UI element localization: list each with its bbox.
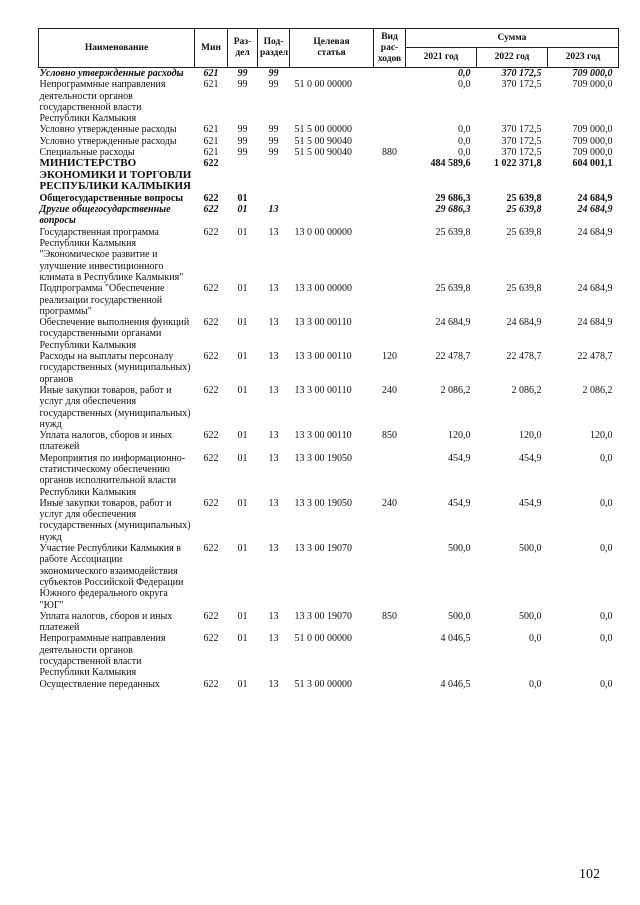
- cell-razdel: 01: [237, 192, 248, 204]
- cell-vid: [374, 136, 406, 147]
- cell-min: 622: [203, 430, 219, 442]
- cell-vid: [374, 68, 406, 80]
- cell-sum-2021: 454,9: [448, 497, 471, 509]
- cell-sum-2023: 2 086,2: [582, 384, 613, 396]
- cell-razdel: 01: [237, 678, 248, 690]
- cell-celevaya: 13 3 00 19050: [294, 497, 352, 509]
- table-row: [39, 204, 619, 227]
- cell-min: 622: [203, 497, 219, 509]
- cell-sum-2023: 709 000,0: [572, 135, 613, 147]
- cell-vid: 120: [382, 351, 397, 363]
- header-razdel: Раз- дел: [228, 29, 258, 68]
- cell-min: 622: [203, 678, 219, 690]
- cell-podrazdel: 99: [268, 79, 279, 91]
- cell-min: 622: [203, 317, 219, 329]
- cell-razdel: 01: [237, 317, 248, 329]
- cell-sum-2022: 0,0: [529, 633, 542, 645]
- header-name: Наименование: [39, 29, 195, 68]
- cell-podrazdel: 99: [268, 147, 279, 159]
- cell-name: Непрограммные направления деятельности органов государственной власти Республики Калмыкия: [39, 633, 166, 679]
- cell-sum-2023: 709 000,0: [572, 68, 613, 79]
- header-2021: 2021 год: [406, 48, 477, 68]
- cell-sum-2022: 24 684,9: [506, 317, 542, 329]
- cell-razdel: 01: [237, 384, 248, 396]
- cell-razdel: 01: [237, 430, 248, 442]
- cell-min: 622: [203, 283, 219, 295]
- cell-sum-2022: 25 639,8: [506, 283, 542, 295]
- cell-name: Специальные расходы: [39, 147, 135, 159]
- cell-sum-2023: 0,0: [600, 633, 613, 645]
- table-row: [39, 633, 619, 678]
- cell-name: Осуществление переданных: [39, 678, 160, 690]
- cell-sum-2021: 24 684,9: [435, 317, 471, 329]
- cell-sum-2021: 4 046,5: [440, 678, 471, 690]
- cell-razdel: 01: [237, 452, 248, 464]
- cell-min: 621: [203, 135, 219, 147]
- table-row: [39, 498, 619, 543]
- cell-sum-2021: 500,0: [448, 543, 471, 555]
- cell-sum-2022: 0,0: [529, 678, 542, 690]
- cell-sum-2022: 25 639,8: [506, 204, 542, 216]
- cell-razdel: 99: [237, 68, 248, 79]
- cell-name: Иные закупки товаров, работ и услуг для обеспечения государственных (муниципальных) нужд: [39, 384, 191, 430]
- cell-min: 622: [203, 633, 219, 645]
- cell-sum-2022: 500,0: [519, 610, 542, 622]
- cell-podrazdel: [258, 158, 290, 193]
- cell-sum-2021: 0,0: [458, 68, 471, 79]
- table-row: [39, 317, 619, 351]
- cell-celevaya: 13 3 00 00110: [294, 317, 352, 329]
- cell-podrazdel: 99: [268, 135, 279, 147]
- table-row: [39, 611, 619, 634]
- cell-vid: [374, 543, 406, 611]
- cell-celevaya: 13 3 00 19050: [294, 452, 352, 464]
- header-vid: Вид рас- ходов: [374, 29, 406, 68]
- cell-celevaya: 51 5 00 00000: [294, 124, 352, 136]
- cell-sum-2021: 2 086,2: [440, 384, 471, 396]
- cell-razdel: 99: [237, 124, 248, 136]
- cell-name: Участие Республики Калмыкия в работе Ассоциации экономического взаимодействия субъектов Российской Федерации Южного федерального округа "ЮГ": [39, 543, 184, 611]
- cell-vid: [374, 679, 406, 690]
- cell-vid: [374, 79, 406, 124]
- cell-razdel: 01: [237, 497, 248, 509]
- cell-podrazdel: 13: [268, 452, 279, 464]
- cell-sum-2022: 25 639,8: [506, 192, 542, 204]
- cell-name: МИНИСТЕРСТВО ЭКОНОМИКИ И ТОРГОВЛИ РЕСПУБЛИКИ КАЛМЫКИЯ: [39, 157, 192, 193]
- cell-sum-2022: 454,9: [519, 497, 542, 509]
- table-row: [39, 193, 619, 204]
- cell-name: Непрограммные направления деятельности органов государственной власти Республики Калмыкия: [39, 79, 166, 125]
- cell-name: Общегосударственные вопросы: [39, 192, 184, 204]
- cell-sum-2023: 24 684,9: [577, 317, 613, 329]
- cell-name: Мероприятия по информационно-статистическому обеспечению органов исполнительной власти Республики Калмыкия: [39, 452, 186, 498]
- cell-name: Расходы на выплаты персоналу государственных (муниципальных) органов: [39, 351, 191, 385]
- cell-podrazdel: 13: [268, 226, 279, 238]
- table-row: [39, 136, 619, 147]
- cell-vid: [374, 193, 406, 204]
- header-min: Мин: [195, 29, 228, 68]
- cell-celevaya: 13 3 00 00110: [294, 384, 352, 396]
- cell-sum-2021: 0,0: [458, 135, 471, 147]
- cell-podrazdel: 13: [268, 384, 279, 396]
- cell-podrazdel: 99: [268, 68, 279, 79]
- cell-sum-2023: 604 001,1: [572, 158, 613, 170]
- table-row: [39, 385, 619, 430]
- cell-min: 622: [203, 543, 219, 555]
- cell-sum-2023: 709 000,0: [572, 124, 613, 136]
- cell-vid: [374, 317, 406, 351]
- table-header: [39, 29, 619, 68]
- cell-celevaya: 13 3 00 19070: [294, 610, 352, 622]
- cell-sum-2021: 0,0: [458, 79, 471, 91]
- cell-sum-2023: 709 000,0: [572, 147, 613, 159]
- table-row: [39, 79, 619, 124]
- cell-podrazdel: [258, 193, 290, 204]
- cell-sum-2022: 22 478,7: [506, 351, 542, 363]
- cell-celevaya: 13 3 00 00000: [294, 283, 352, 295]
- cell-sum-2022: 1 022 371,8: [494, 158, 542, 170]
- table-row: [39, 68, 619, 80]
- cell-podrazdel: 13: [268, 351, 279, 363]
- cell-sum-2021: 29 686,3: [435, 204, 471, 216]
- cell-min: 622: [203, 610, 219, 622]
- cell-sum-2021: 0,0: [458, 124, 471, 136]
- cell-celevaya: [290, 158, 374, 193]
- cell-sum-2022: 370 172,5: [501, 79, 542, 91]
- cell-sum-2021: 29 686,3: [435, 192, 471, 204]
- cell-sum-2021: 22 478,7: [435, 351, 471, 363]
- header-celevaya: Целевая статья: [290, 29, 374, 68]
- cell-podrazdel: 13: [268, 678, 279, 690]
- cell-celevaya: 51 3 00 00000: [294, 678, 352, 690]
- cell-sum-2021: 500,0: [448, 610, 471, 622]
- cell-sum-2021: 484 589,6: [430, 158, 471, 170]
- cell-razdel: 99: [237, 135, 248, 147]
- cell-sum-2023: 0,0: [600, 678, 613, 690]
- cell-podrazdel: 13: [268, 317, 279, 329]
- cell-min: 622: [203, 226, 219, 238]
- cell-min: 622: [203, 452, 219, 464]
- cell-name: Подпрограмма "Обеспечение реализации государственной программы": [39, 283, 165, 317]
- cell-sum-2022: 454,9: [519, 452, 542, 464]
- cell-min: 622: [203, 204, 219, 216]
- cell-podrazdel: 13: [268, 497, 279, 509]
- cell-podrazdel: 13: [268, 543, 279, 555]
- cell-celevaya: 13 3 00 00110: [294, 430, 352, 442]
- cell-podrazdel: 13: [268, 430, 279, 442]
- cell-celevaya: [290, 193, 374, 204]
- cell-sum-2021: 4 046,5: [440, 633, 471, 645]
- cell-vid: [374, 633, 406, 678]
- cell-sum-2022: 25 639,8: [506, 226, 542, 238]
- cell-name: Условно утвержденные расходы: [39, 124, 177, 136]
- table-row: [39, 351, 619, 385]
- header-summa: Сумма: [406, 29, 619, 48]
- cell-min: 622: [203, 158, 219, 170]
- table-row: [39, 124, 619, 135]
- cell-sum-2021: 454,9: [448, 452, 471, 464]
- cell-celevaya: 51 0 00 00000: [294, 79, 352, 91]
- table-row: [39, 679, 619, 690]
- cell-razdel: 99: [237, 79, 248, 91]
- table-body: [39, 68, 619, 690]
- cell-min: 622: [203, 351, 219, 363]
- cell-sum-2021: 25 639,8: [435, 283, 471, 295]
- cell-sum-2021: 120,0: [448, 430, 471, 442]
- cell-celevaya: 13 3 00 00110: [294, 351, 352, 363]
- cell-sum-2023: 24 684,9: [577, 192, 613, 204]
- cell-celevaya: 13 0 00 00000: [294, 226, 352, 238]
- cell-name: Другие общегосударственные вопросы: [39, 204, 171, 227]
- budget-table: [38, 28, 619, 690]
- cell-vid: 850: [382, 430, 397, 442]
- cell-razdel: 99: [237, 147, 248, 159]
- cell-razdel: 01: [237, 226, 248, 238]
- cell-name: Обеспечение выполнения функций государственными органами Республики Калмыкия: [39, 317, 190, 351]
- cell-podrazdel: 13: [268, 633, 279, 645]
- cell-sum-2023: 24 684,9: [577, 204, 613, 216]
- cell-razdel: 01: [237, 633, 248, 645]
- cell-min: 622: [203, 192, 219, 204]
- cell-podrazdel: 13: [268, 204, 279, 216]
- cell-min: 621: [203, 124, 219, 136]
- cell-vid: [374, 158, 406, 193]
- header-podrazdel: Под- раздел: [258, 29, 290, 68]
- cell-vid: [374, 453, 406, 498]
- cell-sum-2023: 22 478,7: [577, 351, 613, 363]
- cell-vid: [374, 124, 406, 135]
- table-row: [39, 543, 619, 611]
- cell-razdel: 01: [237, 204, 248, 216]
- cell-vid: [374, 227, 406, 283]
- cell-sum-2022: 370 172,5: [501, 147, 542, 159]
- cell-podrazdel: 13: [268, 283, 279, 295]
- cell-min: 621: [203, 79, 219, 91]
- cell-sum-2023: 120,0: [590, 430, 613, 442]
- budget-document: [38, 28, 618, 690]
- cell-sum-2022: 2 086,2: [511, 384, 542, 396]
- table-row: [39, 227, 619, 283]
- page-number: 102: [579, 867, 600, 882]
- table-row: [39, 283, 619, 317]
- cell-celevaya: 51 5 00 90040: [294, 135, 352, 147]
- table-row: [39, 158, 619, 193]
- cell-sum-2022: 120,0: [519, 430, 542, 442]
- cell-sum-2022: 500,0: [519, 543, 542, 555]
- cell-min: 621: [203, 68, 219, 79]
- cell-celevaya: 51 5 00 90040: [294, 147, 352, 159]
- table-row: [39, 430, 619, 453]
- cell-name: Уплата налогов, сборов и иных платежей: [39, 610, 173, 634]
- cell-vid: 850: [382, 610, 397, 622]
- cell-vid: 880: [382, 147, 397, 159]
- cell-sum-2023: 709 000,0: [572, 79, 613, 91]
- cell-vid: [374, 283, 406, 317]
- cell-razdel: 01: [237, 351, 248, 363]
- cell-celevaya: [290, 204, 374, 227]
- cell-sum-2022: 370 172,5: [501, 135, 542, 147]
- table-row: [39, 453, 619, 498]
- cell-celevaya: 13 3 00 19070: [294, 543, 352, 555]
- cell-name: Условно утвержденные расходы: [39, 68, 184, 79]
- cell-sum-2022: 370 172,5: [501, 68, 542, 79]
- cell-name: Государственная программа Республики Калмыкия "Экономическое развитие и улучшение инвестиционного климата в Республике Калмыкия": [39, 226, 184, 283]
- cell-min: 622: [203, 384, 219, 396]
- cell-sum-2023: 0,0: [600, 610, 613, 622]
- cell-name: Уплата налогов, сборов и иных платежей: [39, 430, 173, 453]
- cell-sum-2021: 25 639,8: [435, 226, 471, 238]
- header-2022: 2022 год: [477, 48, 548, 68]
- cell-sum-2022: 370 172,5: [501, 124, 542, 136]
- cell-sum-2023: 24 684,9: [577, 283, 613, 295]
- cell-sum-2023: 0,0: [600, 452, 613, 464]
- cell-sum-2023: 0,0: [600, 497, 613, 509]
- cell-podrazdel: 13: [268, 610, 279, 622]
- cell-vid: [374, 204, 406, 227]
- header-2023: 2023 год: [548, 48, 619, 68]
- cell-razdel: 01: [237, 283, 248, 295]
- cell-razdel: 01: [237, 543, 248, 555]
- cell-name: Иные закупки товаров, работ и услуг для обеспечения государственных (муниципальных) нужд: [39, 497, 191, 543]
- cell-podrazdel: 99: [268, 124, 279, 136]
- cell-sum-2021: 0,0: [458, 147, 471, 159]
- cell-razdel: [228, 158, 258, 193]
- cell-celevaya: 51 0 00 00000: [294, 633, 352, 645]
- cell-celevaya: [290, 68, 374, 80]
- cell-sum-2023: 24 684,9: [577, 226, 613, 238]
- cell-min: 621: [203, 147, 219, 159]
- cell-sum-2023: 0,0: [600, 543, 613, 555]
- cell-vid: 240: [382, 497, 397, 509]
- cell-razdel: 01: [237, 610, 248, 622]
- cell-vid: 240: [382, 384, 397, 396]
- cell-name: Условно утвержденные расходы: [39, 135, 177, 147]
